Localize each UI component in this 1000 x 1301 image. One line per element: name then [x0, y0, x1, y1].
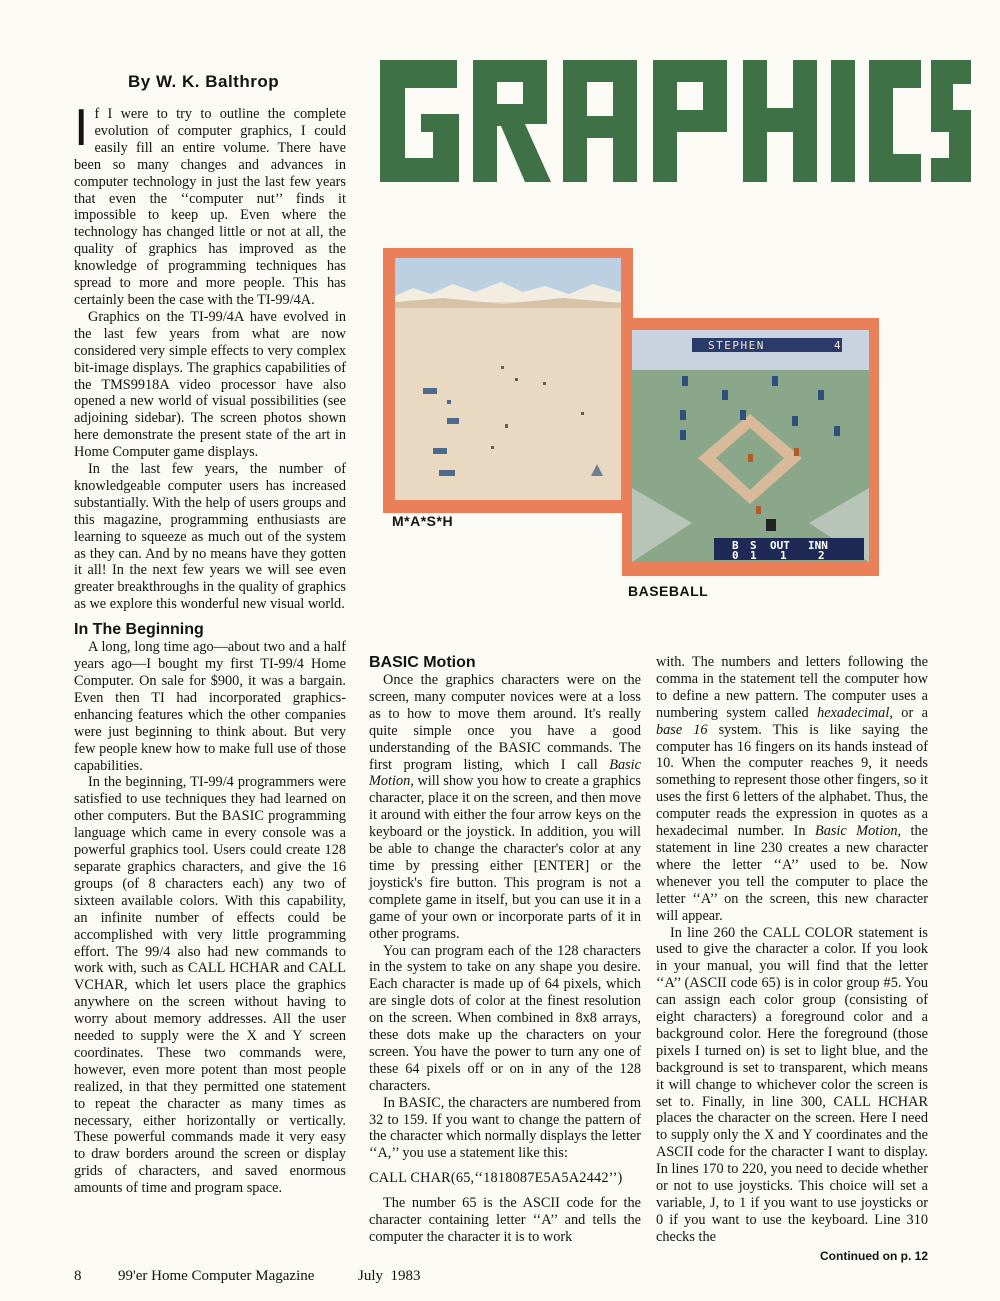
page-number: 8	[74, 1268, 82, 1284]
drop-cap: I	[74, 99, 89, 157]
magazine-name: 99'er Home Computer Magazine	[118, 1268, 315, 1284]
scoreboard-value-inn: 2	[818, 549, 825, 562]
scoreboard-header-out: OUT	[770, 539, 790, 552]
mash-screenshot	[383, 248, 633, 513]
column-3	[656, 654, 928, 1265]
column-1	[74, 99, 346, 1197]
text-run: , will show you how to create a graphics character, place it on the screen, and then move it around with either the four arrow keys on the keyboard or the joystick. In addition, you will be able to change the character's color at any time by pressing either [ENTER] or the joystick's fire button. This program is not a complete game in itself, but you can use it in a game of your own or incorporate parts of it in other programs.	[369, 773, 641, 942]
scoreboard-header-inn: INN	[808, 539, 828, 552]
scoreboard-header-b: B	[732, 539, 739, 552]
intro-paragraph-1	[74, 99, 346, 309]
scoreboard-value-out: 1	[780, 549, 787, 562]
continued-note: Continued on p. 12	[820, 1248, 928, 1263]
section-heading-beginning: In The Beginning	[74, 621, 204, 639]
intro-paragraph-3: In the last few years, the number of knowledgeable computer users has increased substantially. With the help of users groups and this magazine, programming enthusiasts are learning to squeeze as much out of the system as they can. And by no means have they gotten it all! In the next few years we will see even greater breakthroughs in the quality of graphics as we explore this wonderful new visual world.	[74, 461, 346, 613]
col3-paragraph-1	[656, 654, 928, 925]
baseball-screenshot-frame	[622, 318, 879, 576]
text-run: system. This is like saying the computer has 16 fingers on its hands instead of 10. When the computer reaches 9, it needs something to represent those other fingers, so it uses the first 6 letters of the alphabet. Thus, the computer reads the expression in quotes as a hexadecimal number. In	[656, 721, 928, 840]
beginning-paragraph-2: In the beginning, TI-99/4 programmers were satisfied to use techniques they had learned on other computers. But the BASIC programming language which came in every console was a powerful graphics tool. Users could create 128 separate graphics characters, and give the 16 groups (of 8 characters each) any two of sixteen available colors. With this capability, an infinite number of effects could be accomplished with very little programming effort. The 99/4 also had new commands to work with, such as CALL HCHAR and CALL VCHAR, which let users place the graphics anywhere on the screen without having to worry about memory addresses. All the user needed to supply were the X and Y screen coordinates. These two commands were, however, even more potent than most people realized, in that they permitted one statement to repeat the character as many times as necessary, either horizontally or vertically. These powerful commands made it very easy to draw borders around the screen or display grids of characters, and saved enormous amounts of time and program space.	[74, 774, 346, 1197]
basic-motion-paragraph-3: In BASIC, the characters are numbered from 32 to 159. If you want to change the pattern of the character which normally displays the letter ‘‘A,’’ you use a statement like this:	[369, 1094, 641, 1162]
baseball-score: 4	[834, 339, 841, 352]
text-run: , the statement in line 230 creates a new character where the letter ‘‘A’’ used to be. Now whenever you tell the computer to place the letter ‘‘A’’ on the screen, this new character will appear.	[656, 823, 928, 924]
code-example: CALL CHAR(65,‘‘1818087E5A5A2442’’)	[369, 1170, 623, 1187]
col3-paragraph-2: In line 260 the CALL COLOR statement is used to give the character a color. If you look in your manual, you will find that the letter ‘‘A’’ (ASCII code 65) is in color group #5. You can assign each color group (consisting of eight characters) a foreground color and a background color. Here the foreground (those pixels I turned on) is set to light blue, and the background is set to transparent, which means it will change to whichever color the screen is set to. Finally, in line 300, CALL HCHAR places the character on the screen. Here I need to supply only the X and Y coordinates and the ASCII code for the character I want to display. In lines 170 to 220, you need to decide whether or not to use joysticks. This choice will set a variable, J, to 1 if you want to use joysticks or 0 if you want to use the keyboard. Line 310 checks the	[656, 924, 928, 1245]
emphasis: Basic Motion	[814, 823, 898, 840]
intro-paragraph-1-text: f I were to try to outline the complete evolution of computer graphics, I could easily fill an entire volume. There have been so many changes and advances in computer technology in just the last few years that even the ‘‘computer nut’’ finds it impossible to keep up. Even where the technology has changed little or not at all, the quality of graphics has improved as the knowledge of programming techniques has spread to more and more people. This has certainly been the case with the TI-99/4A.	[74, 106, 346, 308]
title-graphic	[375, 50, 975, 190]
text-run: Once the graphics characters were on the screen, many computer novices were at a loss as to how to move them around. It's really quite simple once you have a good understanding of the BASIC commands. The first program listing, which I call	[369, 672, 641, 773]
basic-motion-paragraph-2: You can program each of the 128 characters in the system to take on any shape you desire. Each character is made up of 64 pixels, which are single dots of color at the finest resolution on the screen. When combined in 8x8 arrays, these dots make up the characters on your screen. You have the power to turn any one of these 64 pixels off or on in any of the 128 characters.	[369, 942, 641, 1094]
intro-paragraph-2: Graphics on the TI-99/4A have evolved in the last few years from what are now considered very simple effects to very complex bit-image displays. The graphics capabilities of the TMS9918A video processor have also opened a new world of visual possibilities (see adjoining sidebar). The screen photos shown here demonstrate the present state of the art in Home Computer game displays.	[74, 308, 346, 461]
mash-screenshot-frame	[383, 248, 633, 513]
emphasis: Basic Motion	[369, 756, 641, 790]
section-heading-basic-motion: BASIC Motion	[369, 654, 476, 671]
text-run: with. The numbers and letters following the comma in the statement tell the computer how to define a new pattern. The computer uses a numbering system called	[656, 654, 928, 721]
basic-motion-paragraph-4: The number 65 is the ASCII code for the character containing letter ‘‘A’’ and tells the computer the character it is to work	[369, 1195, 641, 1245]
scoreboard-value-b: 0	[732, 549, 739, 562]
column-2	[369, 646, 641, 1246]
baseball-screenshot	[622, 318, 879, 576]
byline: By W. K. Balthrop	[128, 72, 280, 91]
title-text: GRAPHICS	[375, 50, 380, 51]
basic-motion-paragraph-1	[369, 672, 641, 943]
emphasis: base 16	[656, 721, 708, 738]
issue-date: July 1983	[358, 1268, 421, 1284]
baseball-player-name: STEPHEN	[708, 339, 765, 352]
scoreboard-header-s: S	[750, 539, 757, 552]
baseball-caption: BASEBALL	[628, 583, 709, 599]
scoreboard-value-s: 1	[750, 549, 757, 562]
article-title	[375, 50, 975, 190]
text-run: , or a	[889, 704, 928, 721]
beginning-paragraph-1: A long, long time ago—about two and a half years ago—I bought my first TI-99/4 Home Computer. On sale for $900, it was a bargain. Even then TI had incorporated graphics-enhancing features which the other companies were just beginning to think about. But very few people knew how to make full use of those capabilities.	[74, 639, 346, 774]
emphasis: hexadecimal	[817, 704, 890, 721]
mash-caption: M*A*S*H	[392, 513, 454, 529]
